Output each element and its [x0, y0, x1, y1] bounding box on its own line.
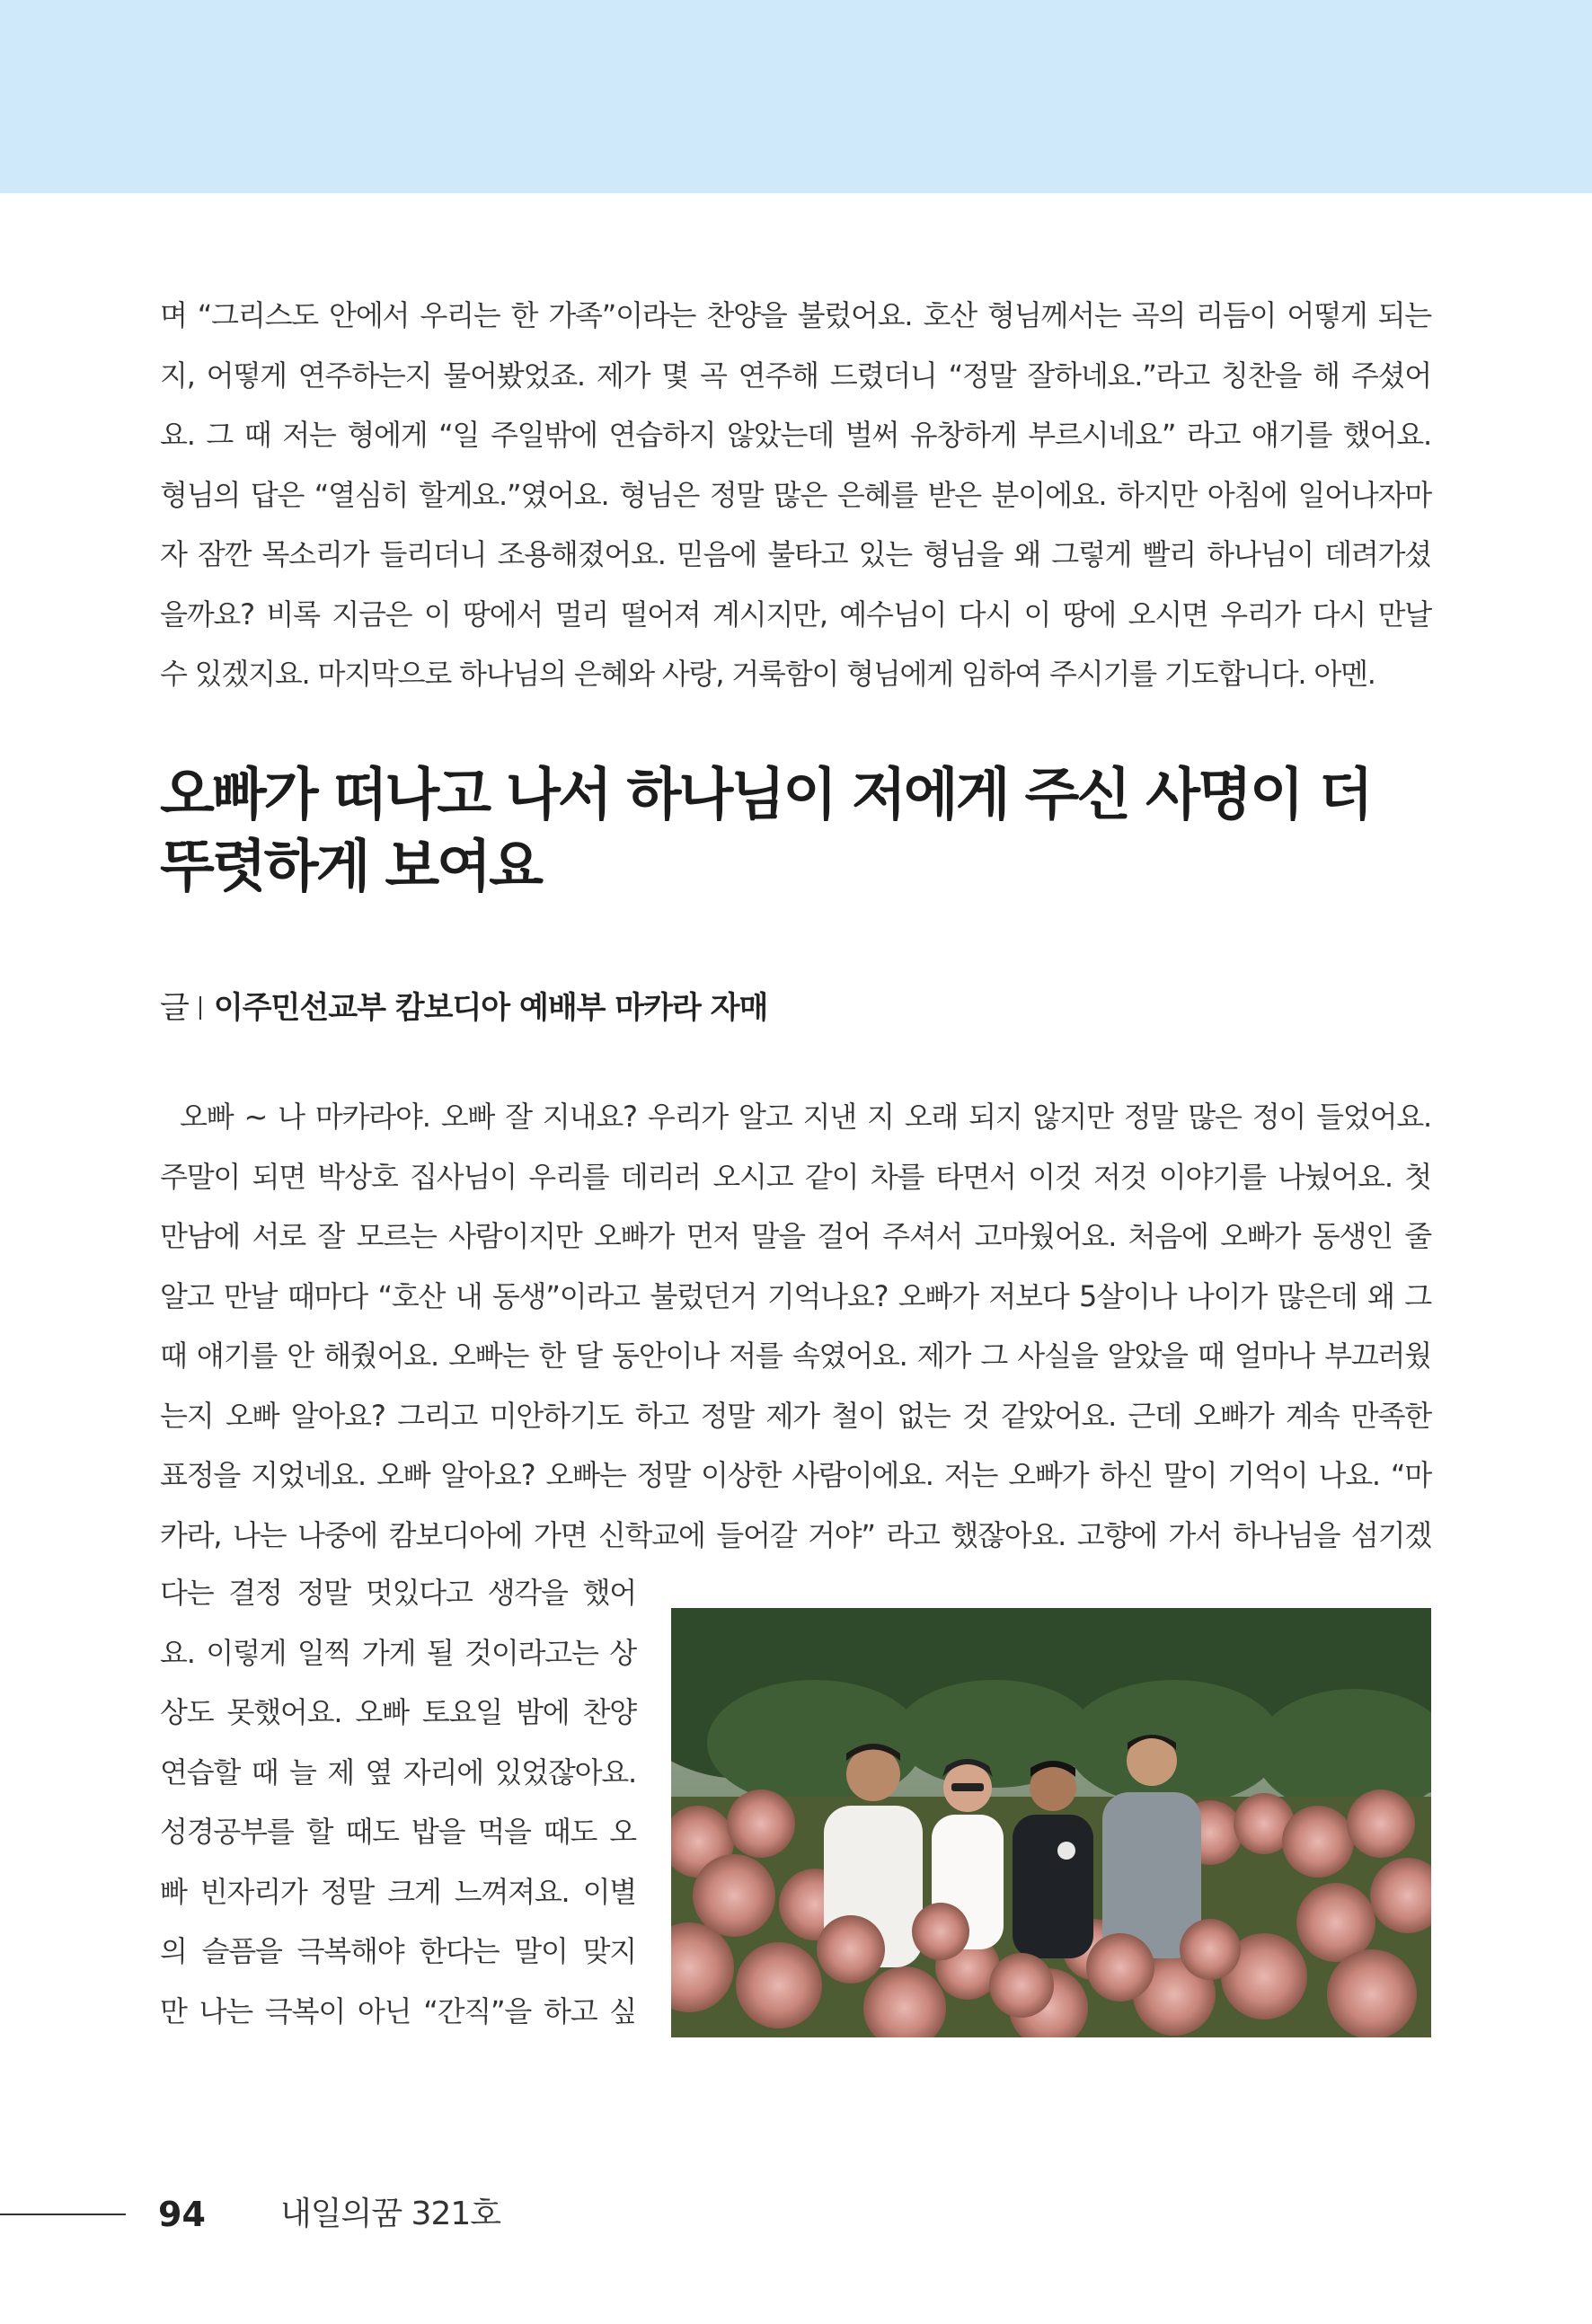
letter-line: 카라, 나는 나중에 캄보디아에 가면 신학교에 들어갈 거야” 라고 했잖아요. 고향에 가서 하나님을 섬기겠 — [160, 1517, 1431, 1552]
intro-line: 수 있겠지요. 마지막으로 하나님의 은혜와 사랑, 거룩함이 형님에게 임하여 주시기를 기도합니다. 아멘. — [160, 657, 1375, 691]
letter-side-line: 빠 빈자리가 정말 크게 느껴져요. 이별 — [160, 1874, 636, 1909]
byline-divider — [199, 996, 201, 1020]
letter-line: 때 얘기를 안 해줬어요. 오빠는 한 달 동안이나 저를 속였어요. 제가 그 사실을 알았을 때 얼마나 부끄러웠 — [160, 1339, 1431, 1373]
intro-line: 지, 어떻게 연주하는지 물어봤었죠. 제가 몇 곡 연주해 드렸더니 “정말 잘하네요.”라고 칭찬을 해 주셨어 — [160, 358, 1431, 393]
letter-side-line: 다는 결정 정말 멋있다고 생각을 했어 — [160, 1576, 636, 1610]
letter-side-line: 의 슬픔을 극복해야 한다는 말이 맞지 — [160, 1934, 636, 1968]
header-band — [0, 0, 1592, 193]
footer-rule — [0, 2214, 126, 2215]
letter-side-line: 요. 이렇게 일찍 가게 될 것이라고는 상 — [160, 1635, 636, 1670]
letter-side-line: 상도 못했어요. 오빠 토요일 밤에 찬양 — [160, 1695, 636, 1729]
intro-line: 며 “그리스도 안에서 우리는 한 가족”이라는 찬양을 불렀어요. 호산 형님께서는 곡의 리듬이 어떻게 되는 — [160, 298, 1431, 332]
intro-line: 요. 그 때 저는 형에게 “일 주일밖에 연습하지 않았는데 벌써 유창하게 부르시네요” 라고 얘기를 했어요. — [160, 418, 1431, 452]
headline-line: 오빠가 떠나고 나서 하나님이 저에게 주신 사명이 더 — [160, 762, 1371, 827]
letter-paragraph — [160, 1087, 1431, 1565]
letter-side-line: 연습할 때 늘 제 옆 자리에 있었잖아요. — [160, 1754, 636, 1789]
intro-line: 을까요? 비록 지금은 이 땅에서 멀리 떨어져 계시지만, 예수님이 다시 이 땅에 오시면 우리가 다시 만날 — [160, 596, 1431, 632]
letter-line: 는지 오빠 알아요? 그리고 미안하기도 하고 정말 제가 철이 없는 것 같았어요. 근데 오빠가 계속 만족한 — [160, 1398, 1431, 1433]
letter-line: 만남에 서로 잘 모르는 사람이지만 오빠가 먼저 말을 걸어 주셔서 고마웠어요. 처음에 오빠가 동생인 줄 — [160, 1219, 1431, 1253]
group-photo — [671, 1608, 1431, 2037]
group-photo-illustration — [671, 1608, 1431, 2037]
byline — [160, 981, 767, 1035]
magazine-title: 내일의꿈 321호 — [280, 2196, 501, 2232]
letter-line: 오빠 ~ 나 마카라야. 오빠 잘 지내요? 우리가 알고 지낸 지 오래 되지 않지만 정말 많은 정이 들었어요. — [180, 1100, 1431, 1134]
letter-side-line: 만 나는 극복이 아닌 “간직”을 하고 싶 — [160, 1993, 636, 2028]
byline-author: 이주민선교부 캄보디아 예배부 마카라 자매 — [213, 990, 768, 1026]
letter-line: 알고 만날 때마다 “호산 내 동생”이라고 불렀던거 기억나요? 오빠가 저보다 5살이나 나이가 많은데 왜 그 — [160, 1278, 1431, 1313]
letter-side-column — [160, 1563, 636, 2041]
article-headline — [160, 759, 1431, 903]
headline-line: 뚜렷하게 보여요 — [160, 834, 541, 899]
intro-paragraph — [160, 286, 1431, 704]
intro-line: 자 잠깐 목소리가 들리더니 조용해졌어요. 믿음에 불타고 있는 형님을 왜 그렇게 빨리 하나님이 데려가셨 — [160, 537, 1431, 571]
page-number: 94 — [158, 2195, 206, 2234]
letter-line: 표정을 지었네요. 오빠 알아요? 오빠는 정말 이상한 사람이에요. 저는 오빠가 하신 말이 기억이 나요. “마 — [160, 1458, 1431, 1492]
intro-line: 형님의 답은 “열심히 할게요.”였어요. 형님은 정말 많은 은혜를 받은 분이에요. 하지만 아침에 일어나자마 — [160, 477, 1431, 512]
letter-line: 주말이 되면 박상호 집사님이 우리를 데리러 오시고 같이 차를 타면서 이것 저것 이야기를 나눴어요. 첫 — [160, 1159, 1431, 1194]
letter-side-line: 성경공부를 할 때도 밥을 먹을 때도 오 — [160, 1815, 636, 1849]
byline-prefix: 글 — [160, 990, 189, 1026]
